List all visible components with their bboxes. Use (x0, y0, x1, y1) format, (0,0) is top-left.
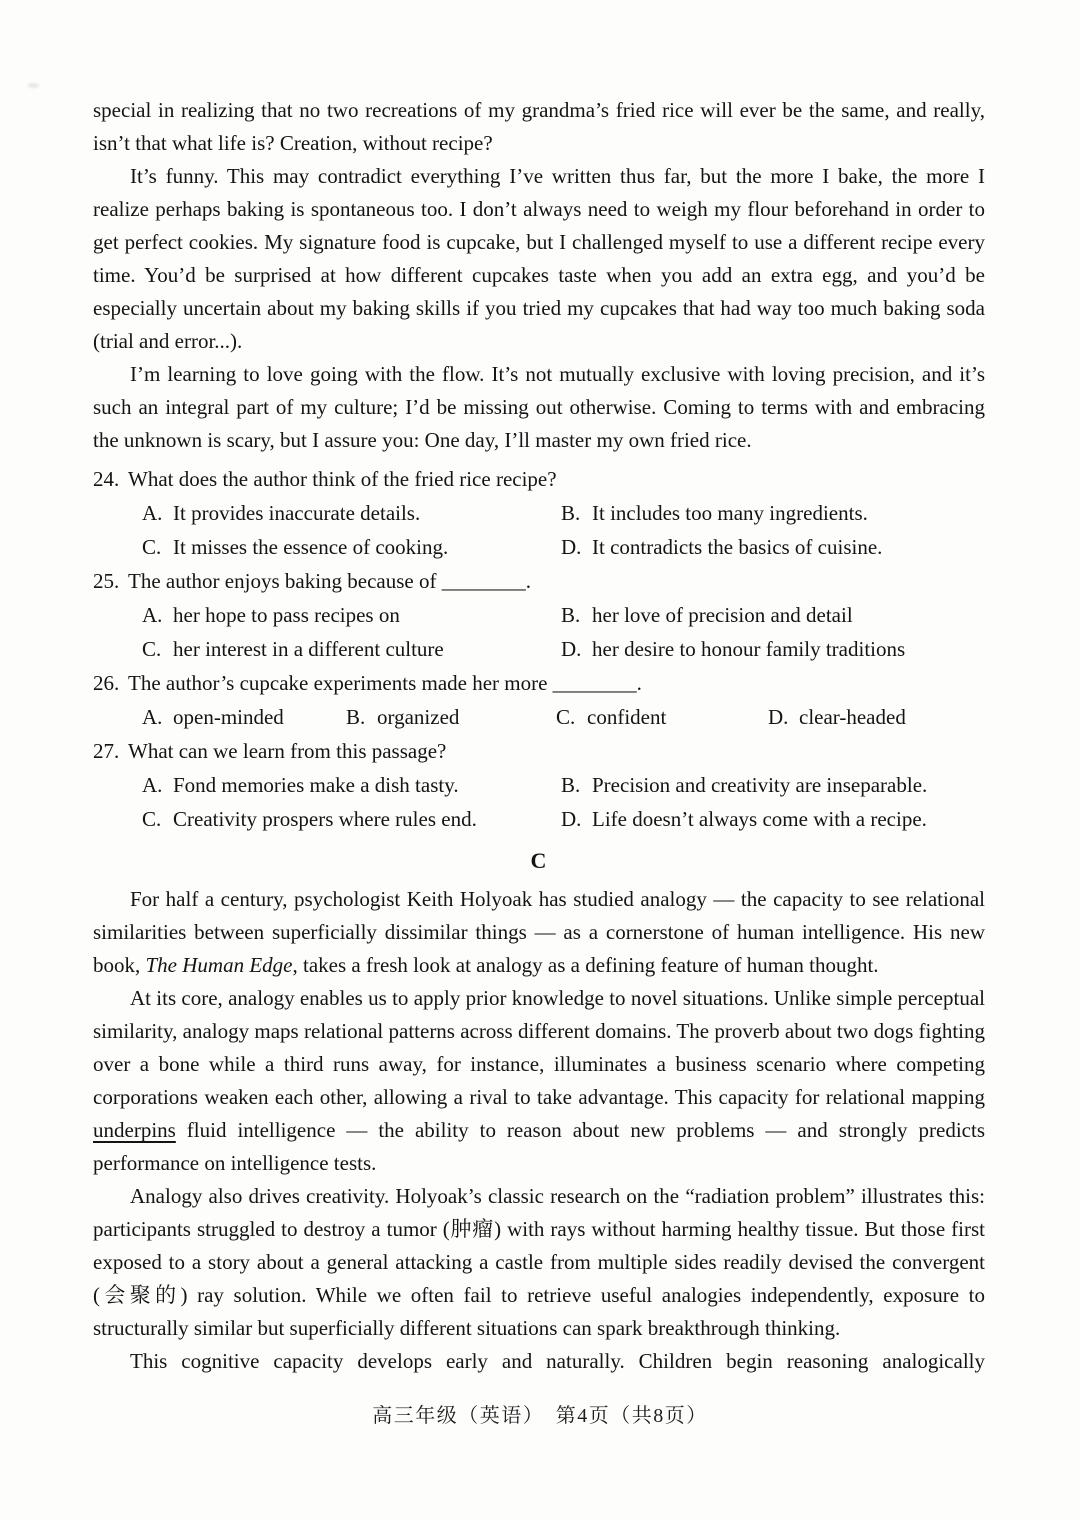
option-26-d (768, 700, 985, 734)
option-24-b (561, 496, 985, 530)
question-text: What can we learn from this passage? (128, 739, 447, 763)
option-label: A. (142, 501, 163, 525)
option-text: It contradicts the basics of cuisine. (592, 535, 883, 559)
question-number: 24. (93, 467, 120, 491)
option-label: B. (346, 705, 366, 729)
option-text: Creativity prospers where rules end. (173, 807, 477, 831)
question-block (93, 462, 985, 836)
section-c-paragraph-1 (93, 883, 985, 982)
option-text: confident (587, 705, 667, 729)
passage-b-paragraph-3: I’m learning to love going with the flow. It’s not mutually exclusive with loving precision, and it’s such an integral part of my culture; I’d be missing out otherwise. Coming to terms with and embracing the unknown is scary, but I assure you: One day, I’ll master my own fried rice. (93, 362, 985, 452)
option-27-a (142, 768, 561, 802)
question-number: 25. (93, 569, 120, 593)
option-24-d (561, 530, 985, 564)
option-27-c (142, 802, 561, 836)
option-text: organized (377, 705, 460, 729)
question-text: The author’s cupcake experiments made her more ________. (128, 671, 642, 695)
option-label: B. (561, 773, 581, 797)
section-c-paragraph-2 (93, 982, 985, 1180)
option-24-a (142, 496, 561, 530)
question-24 (93, 462, 985, 564)
option-label: B. (561, 501, 581, 525)
question-text: The author enjoys baking because of ________. (128, 569, 531, 593)
option-26-c (556, 700, 768, 734)
option-text: Fond memories make a dish tasty. (173, 773, 459, 797)
option-27-b (561, 768, 985, 802)
option-25-a (142, 598, 561, 632)
option-label: D. (768, 705, 789, 729)
question-27 (93, 734, 985, 836)
underlined-word: underpins (93, 1118, 176, 1142)
question-24-options (142, 496, 985, 564)
passage-b-paragraph-2: It’s funny. This may contradict everything I’ve written thus far, but the more I bake, the more I realize perhaps baking is spontaneous too. I don’t always need to weigh my flour beforehand in order to get perfect cookies. My signature food is cupcake, but I challenged myself to use a different recipe every time. You’d be surprised at how different cupcakes taste when you add an extra egg, and you’d be especially uncertain about my baking skills if you tried my cupcakes that had way too much baking soda (trial and error...). (93, 164, 985, 353)
option-24-c (142, 530, 561, 564)
paragraph-text: At its core, analogy enables us to apply prior knowledge to novel situations. Unlike simple perceptual similarity, analogy maps relational patterns across different domains. The proverb about two dogs fighting over a bone while a third runs away, for instance, illuminates a business scenario where competing corporations weaken each other, allowing a rival to take advantage. This capacity for relational mapping (93, 986, 985, 1109)
option-label: C. (556, 705, 576, 729)
paragraph-text: For half a century, psychologist Keith Holyoak has studied analogy — the capacity to see relational similarities between superficially dissimilar things — as a cornerstone of human intelligence. His new book, (93, 887, 985, 977)
scan-speck (28, 83, 39, 88)
option-label: C. (142, 637, 162, 661)
option-label: D. (561, 807, 582, 831)
option-text: her desire to honour family traditions (592, 637, 906, 661)
question-27-stem (93, 734, 985, 768)
option-text: open-minded (173, 705, 284, 729)
question-25-options (142, 598, 985, 666)
option-26-a (142, 700, 346, 734)
question-24-stem (93, 462, 985, 496)
question-27-options (142, 768, 985, 836)
option-text: her interest in a different culture (173, 637, 444, 661)
passage-b-paragraph-1: special in realizing that no two recreations of my grandma’s fried rice will ever be the same, and really, isn’t that what life is? Creation, without recipe? (93, 98, 985, 155)
option-label: A. (142, 705, 163, 729)
option-label: D. (561, 535, 582, 559)
page-footer: 高三年级（英语） 第4页（共8页） (372, 1405, 708, 1427)
option-26-b (346, 700, 556, 734)
question-26-options (142, 700, 985, 734)
option-label: B. (561, 603, 581, 627)
option-label: A. (142, 603, 163, 627)
option-label: D. (561, 637, 582, 661)
question-number: 27. (93, 739, 120, 763)
option-text: It includes too many ingredients. (592, 501, 868, 525)
question-25-stem (93, 564, 985, 598)
option-25-d (561, 632, 985, 666)
paragraph-text: fluid intelligence — the ability to reason about new problems — and strongly predicts performance on intelligence tests. (93, 1118, 985, 1175)
option-27-d (561, 802, 985, 836)
option-text: Life doesn’t always come with a recipe. (592, 807, 927, 831)
option-text: It misses the essence of cooking. (173, 535, 449, 559)
question-number: 26. (93, 671, 120, 695)
question-text: What does the author think of the fried rice recipe? (128, 467, 557, 491)
option-text: clear-headed (799, 705, 906, 729)
option-text: It provides inaccurate details. (173, 501, 421, 525)
option-text: her love of precision and detail (592, 603, 853, 627)
book-title: The Human Edge (145, 953, 293, 977)
section-c-heading: C (530, 848, 548, 873)
question-26 (93, 666, 985, 734)
section-c-paragraph-4: This cognitive capacity develops early and naturally. Children begin reasoning analogically (130, 1349, 985, 1373)
paragraph-text: , takes a fresh look at analogy as a defining feature of human thought. (292, 953, 879, 977)
option-text: her hope to pass recipes on (173, 603, 400, 627)
section-c-paragraph-3: Analogy also drives creativity. Holyoak’s classic research on the “radiation problem” illustrates this: participants struggled to destroy a tumor (肿瘤) with rays without harming healthy tissue. But those first exposed to a story about a general attacking a castle from multiple sides readily devised the convergent (会聚的) ray solution. While we often fail to retrieve useful analogies independently, exposure to structurally similar but superficially different situations can spark breakthrough thinking. (93, 1184, 985, 1340)
option-label: A. (142, 773, 163, 797)
question-26-stem (93, 666, 985, 700)
option-25-c (142, 632, 561, 666)
option-label: C. (142, 535, 162, 559)
option-25-b (561, 598, 985, 632)
option-text: Precision and creativity are inseparable. (592, 773, 928, 797)
question-25 (93, 564, 985, 666)
page-content (93, 94, 985, 1378)
option-label: C. (142, 807, 162, 831)
